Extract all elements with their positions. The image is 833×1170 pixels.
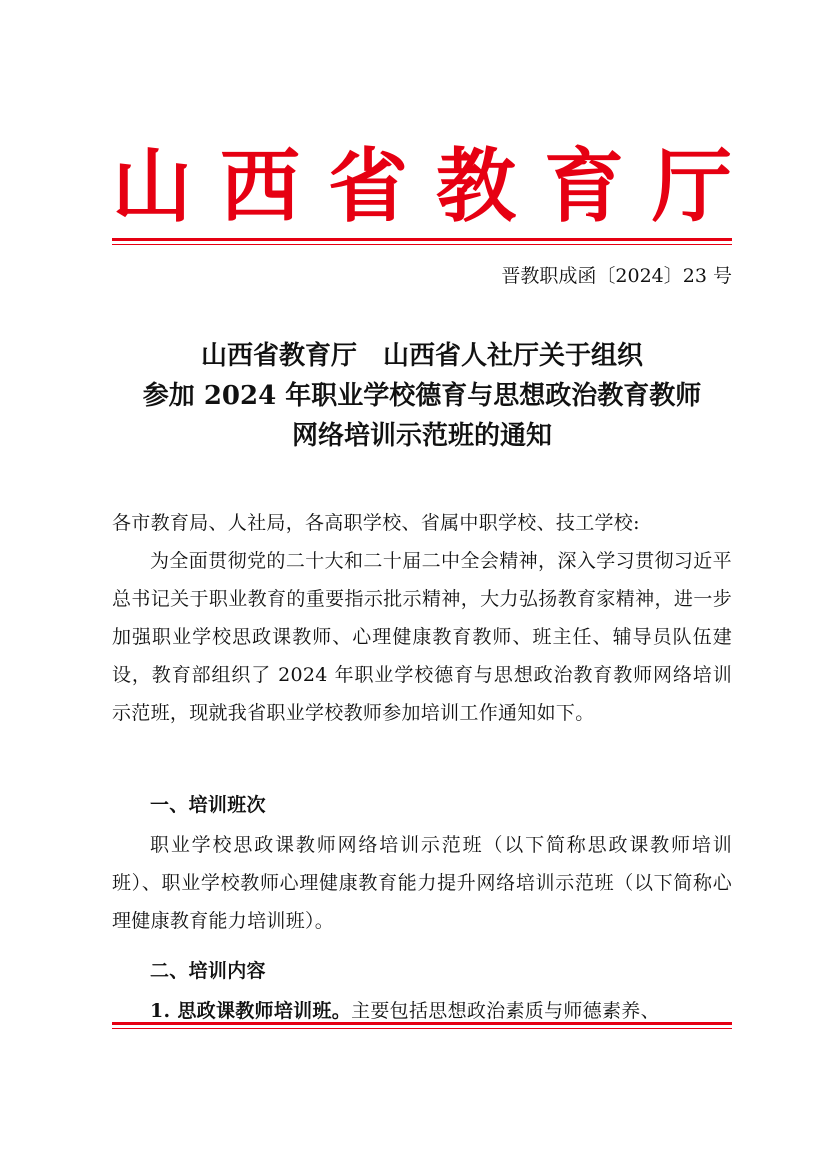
document-number: 晋教职成函〔2024〕23 号 [501,265,732,287]
section-heading-training-content: 二、培训内容 [150,960,266,982]
training-classes-paragraph: 职业学校思政课教师网络培训示范班（以下简称思政课教师培训班）、职业学校教师心理健康教育能力提升网络培训示范班（以下简称心理健康教育能力培训班）。 [112,834,732,932]
title-line-1: 山西省教育厅 山西省人社厅关于组织 [200,341,643,371]
masthead-char: 教 [436,139,516,233]
salutation: 各市教育局、人社局，各高职学校、省属中职学校、技工学校: [112,512,640,534]
item-text: 主要包括思想政治素质与师德素养、 [351,1000,660,1022]
document-title [112,336,732,456]
title-line-3: 网络培训示范班的通知 [291,421,552,451]
masthead-char: 山 [112,139,192,233]
masthead-char: 育 [544,139,624,233]
red-divider-thin [112,244,732,245]
red-divider-thin-bottom [112,1028,732,1029]
red-divider-thick [112,238,732,241]
red-divider-thick-bottom [112,1022,732,1025]
title-line-2: 参加 2024 年职业学校德育与思想政治教育教师 [142,381,702,411]
section-heading-training-classes: 一、培训班次 [150,794,266,816]
masthead-title [112,140,732,232]
masthead-char: 西 [220,139,300,233]
masthead-char: 厅 [652,139,732,233]
item-label: 1. 思政课教师培训班。 [150,1000,352,1022]
intro-paragraph: 为全面贯彻党的二十大和二十届二中全会精神，深入学习贯彻习近平总书记关于职业教育的重要指示批示精神，大力弘扬教育家精神，进一步加强职业学校思政课教师、心理健康教育教师、班主任、辅导员队伍建设，教育部组织了 2024 年职业学校德育与思想政治教育教师网络培训示范班，现就我省职业学校教师参加培训工作通知如下。 [112,550,732,724]
masthead-char: 省 [328,139,408,233]
